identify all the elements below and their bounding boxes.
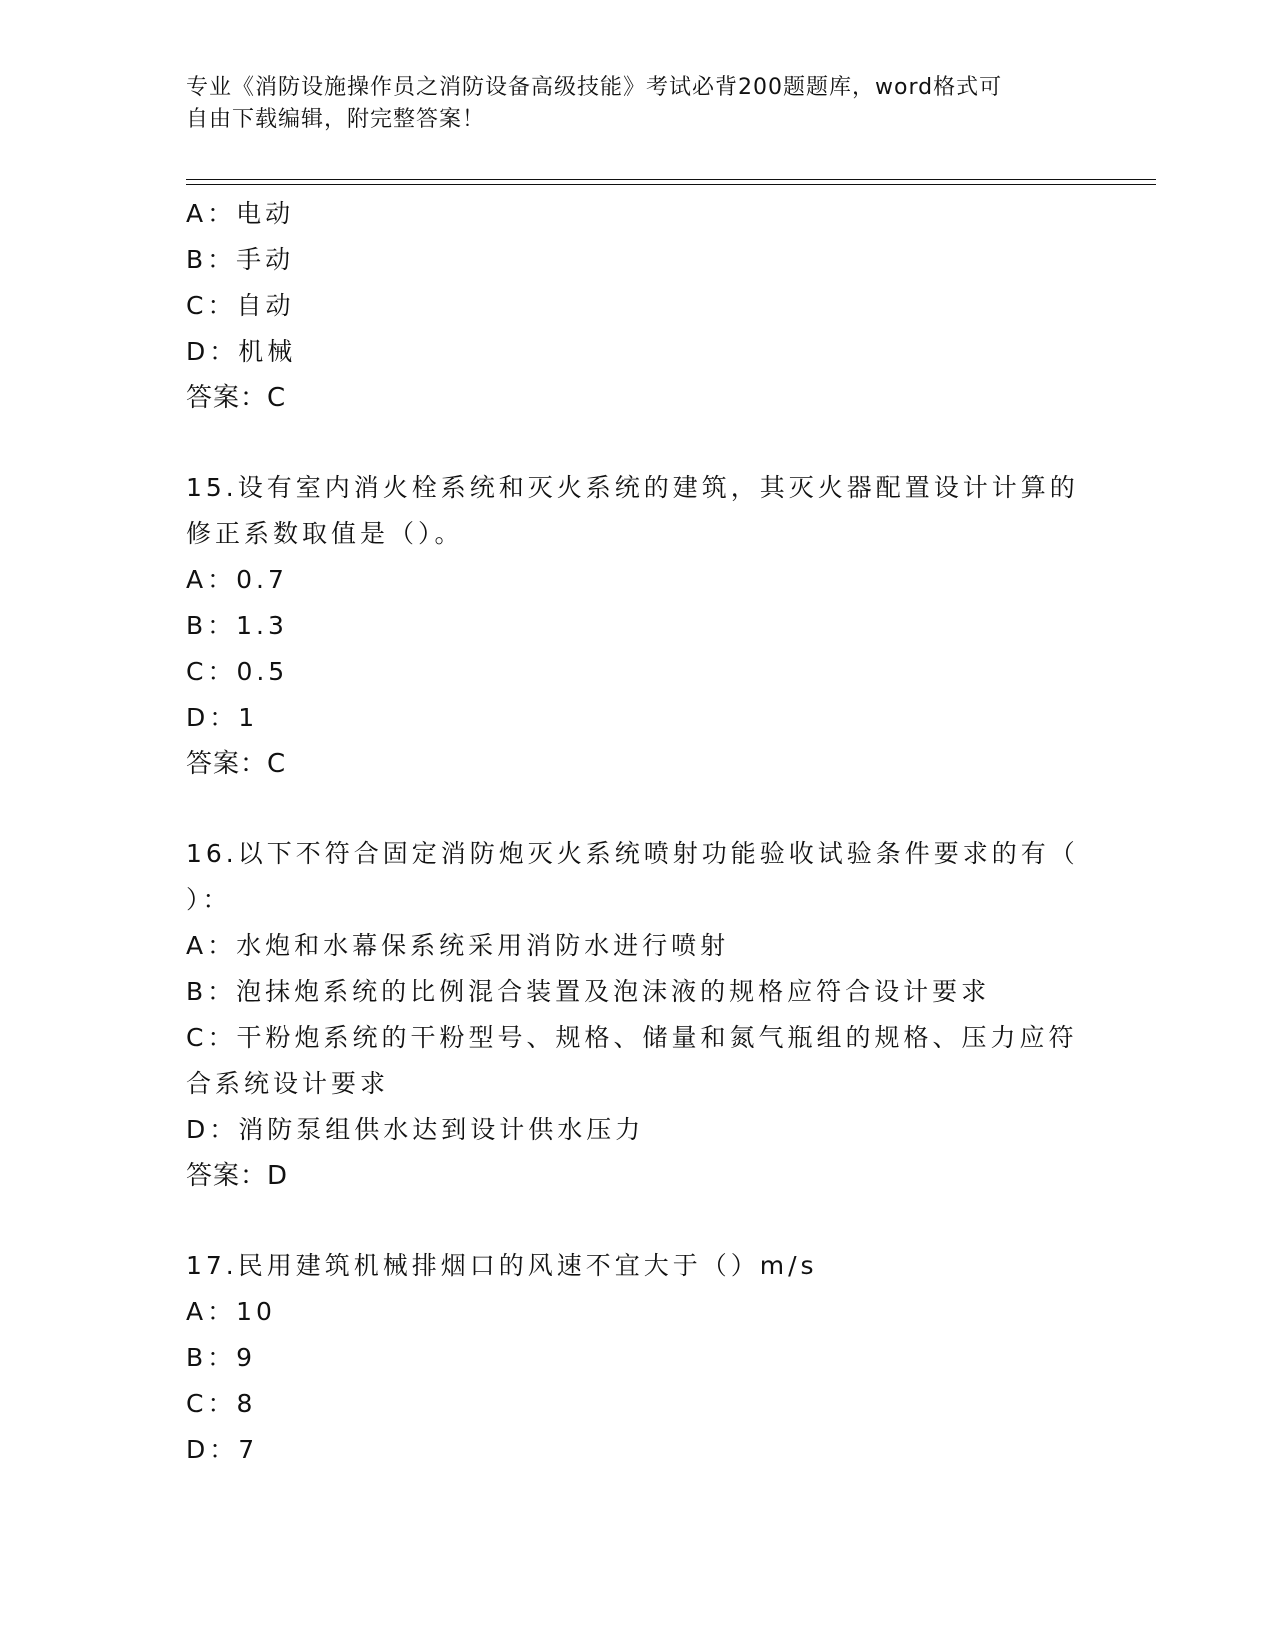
question-17 [186, 1243, 1086, 1473]
option-a: A：10 [186, 1297, 276, 1326]
option-d: D：1 [186, 703, 259, 732]
answer: 答案：C [186, 383, 287, 413]
option-c: C：干粉炮系统的干粉型号、规格、储量和氮气瓶组的规格、压力应符 [186, 1023, 1078, 1052]
option-c: C：自动 [186, 291, 295, 320]
question-stem-continued: 修正系数取值是（）。 [186, 519, 464, 548]
question-14 [186, 191, 1086, 421]
option-c-continued: 合系统设计要求 [186, 1069, 390, 1098]
option-c: C：0.5 [186, 657, 289, 686]
answer: 答案：D [186, 1161, 289, 1191]
option-b: B：手动 [186, 245, 295, 274]
answer: 答案：C [186, 749, 287, 779]
header-line-2: 自由下载编辑，附完整答案！ [186, 107, 486, 132]
option-d: D：7 [186, 1435, 259, 1464]
header-divider-top [186, 179, 1156, 180]
option-d: D：消防泵组供水达到设计供水压力 [186, 1115, 645, 1144]
document-header [186, 72, 1066, 136]
header-line-1: 专业《消防设施操作员之消防设备高级技能》考试必背200题题库，word格式可 [186, 75, 1003, 100]
question-stem-continued: ）： [186, 885, 232, 914]
question-stem: 17.民用建筑机械排烟口的风速不宜大于（）m/s [186, 1251, 818, 1280]
question-16 [186, 831, 1086, 1199]
option-a: A：水炮和水幕保系统采用消防水进行喷射 [186, 931, 730, 960]
header-divider-bottom [186, 184, 1156, 185]
question-stem: 16.以下不符合固定消防炮灭火系统喷射功能验收试验条件要求的有（ [186, 839, 1079, 868]
option-b: B：1.3 [186, 611, 288, 640]
question-content [186, 191, 1086, 1473]
option-b: B：泡抹炮系统的比例混合装置及泡沫液的规格应符合设计要求 [186, 977, 991, 1006]
option-c: C：8 [186, 1389, 257, 1418]
option-a: A：电动 [186, 199, 295, 228]
option-d: D：机械 [186, 337, 297, 366]
question-stem: 15.设有室内消火栓系统和灭火系统的建筑，其灭火器配置设计计算的 [186, 473, 1079, 502]
question-15 [186, 465, 1086, 787]
option-a: A：0.7 [186, 565, 288, 594]
option-b: B：9 [186, 1343, 257, 1372]
